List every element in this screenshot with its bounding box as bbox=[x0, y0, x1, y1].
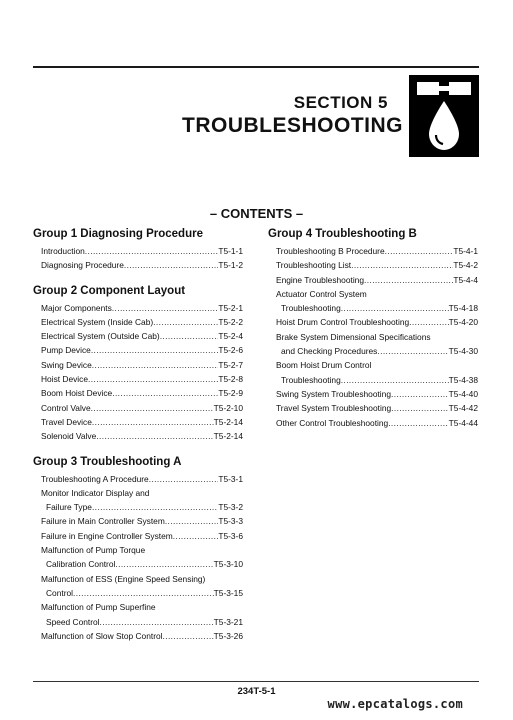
toc-entry-text: Malfunction of Slow Stop Control bbox=[41, 630, 163, 641]
toc-entry bbox=[33, 572, 243, 586]
toc-entry-text: Malfunction of Pump Superfine bbox=[41, 602, 156, 613]
contents-heading: – CONTENTS – bbox=[209, 206, 304, 221]
toc-entry-text: and Checking Procedures bbox=[281, 346, 378, 357]
toc-entry bbox=[268, 416, 478, 430]
group-title: Group 4 Troubleshooting B bbox=[268, 228, 417, 240]
toc-group bbox=[33, 456, 243, 644]
toc-entry-text: Hoist Drum Control Troubleshooting bbox=[276, 317, 410, 328]
toc-entry bbox=[268, 401, 478, 415]
toc-entry-text: Hoist Device bbox=[41, 374, 89, 385]
dot-leader bbox=[351, 258, 453, 272]
toc-entry-text: Malfunction of Pump Torque bbox=[41, 545, 146, 556]
toc-entry-text: Major Components bbox=[41, 302, 112, 313]
toc-entry bbox=[268, 358, 478, 372]
toc-group bbox=[33, 228, 243, 273]
dot-leader bbox=[73, 586, 214, 600]
dot-leader bbox=[341, 373, 449, 387]
dot-leader bbox=[92, 500, 218, 514]
dot-leader bbox=[91, 343, 219, 357]
toc-entry-page: T5-4-30 bbox=[448, 346, 478, 357]
toc-entry-page: T5-3-15 bbox=[213, 587, 243, 598]
toc-entry bbox=[33, 415, 243, 429]
toc-entry bbox=[33, 244, 243, 258]
toc-entry bbox=[33, 529, 243, 543]
toc-entry bbox=[33, 629, 243, 643]
toc-entry-text: Engine Troubleshooting bbox=[276, 274, 365, 285]
toc-entry-page: T5-2-9 bbox=[218, 388, 243, 399]
group-title: Group 1 Diagnosing Procedure bbox=[33, 228, 203, 240]
dot-leader bbox=[85, 244, 219, 258]
toc-entry-text: Troubleshooting B Procedure bbox=[276, 246, 385, 256]
dot-leader bbox=[165, 514, 219, 528]
toc-entry-page: T5-1-2 bbox=[218, 260, 243, 271]
toc-entry-page: T5-2-8 bbox=[218, 374, 243, 385]
toc-entry-text: Boom Hoist Device bbox=[41, 388, 113, 399]
toc-entry-page: T5-3-1 bbox=[218, 473, 243, 484]
toc-entry-page: T5-2-14 bbox=[213, 416, 243, 427]
dot-leader bbox=[88, 372, 218, 386]
dot-leader bbox=[91, 401, 214, 415]
toc-entry-page: T5-1-1 bbox=[218, 246, 243, 256]
toc-entry-page: T5-2-6 bbox=[218, 345, 243, 356]
dot-leader bbox=[96, 429, 213, 443]
dot-leader bbox=[391, 387, 449, 401]
page-number: 234T-5-1 bbox=[237, 686, 276, 697]
oil-drop-icon bbox=[409, 75, 479, 157]
toc-entry-page: T5-4-44 bbox=[448, 417, 478, 428]
toc-entry-text: Failure in Main Controller System bbox=[41, 516, 165, 527]
toc-entry-page: T5-4-4 bbox=[453, 274, 478, 285]
toc-entry bbox=[33, 543, 243, 557]
toc-entry bbox=[33, 258, 243, 272]
toc-entry bbox=[268, 315, 478, 329]
toc-entry bbox=[33, 315, 243, 329]
dot-leader bbox=[112, 386, 218, 400]
toc-entry-text: Solenoid Valve bbox=[41, 431, 97, 442]
dot-leader bbox=[115, 557, 213, 571]
toc-entry bbox=[268, 344, 478, 358]
toc-entry bbox=[33, 557, 243, 571]
dot-leader bbox=[92, 415, 214, 429]
toc-entry-text: Boom Hoist Drum Control bbox=[276, 360, 372, 371]
section-title: TROUBLESHOOTING bbox=[182, 114, 403, 137]
toc-entry-text: Swing Device bbox=[41, 359, 92, 370]
toc-entry-page: T5-3-6 bbox=[218, 530, 243, 541]
dot-leader bbox=[153, 315, 218, 329]
toc-entry-text: Travel Device bbox=[41, 416, 92, 427]
toc-entry bbox=[268, 373, 478, 387]
toc-entry-text: Troubleshooting A Procedure bbox=[41, 473, 149, 484]
toc-entry bbox=[33, 615, 243, 629]
toc-entry-page: T5-4-38 bbox=[448, 374, 478, 385]
toc-entry-page: T5-2-2 bbox=[218, 316, 243, 327]
toc-entry-text: Travel System Troubleshooting bbox=[276, 403, 392, 414]
toc-entry bbox=[33, 358, 243, 372]
dot-leader bbox=[377, 344, 448, 358]
dot-leader bbox=[124, 258, 218, 272]
toc-entry-page: T5-3-26 bbox=[213, 630, 243, 641]
toc-entry bbox=[33, 301, 243, 315]
toc-entry-text: Pump Device bbox=[41, 345, 91, 356]
dot-leader bbox=[149, 472, 219, 486]
dot-leader bbox=[92, 358, 219, 372]
toc-entry-text: Electrical System (Inside Cab) bbox=[41, 316, 154, 327]
toc-entry-text: Other Control Troubleshooting bbox=[276, 417, 389, 428]
toc-entry bbox=[33, 472, 243, 486]
toc-entry bbox=[33, 586, 243, 600]
toc-entry-text: Speed Control bbox=[46, 616, 100, 627]
dot-leader bbox=[391, 401, 449, 415]
toc-entry-text: Failure Type bbox=[46, 502, 92, 513]
toc-entry-text: Malfunction of ESS (Engine Speed Sensing) bbox=[41, 573, 206, 584]
toc-entry bbox=[33, 514, 243, 528]
toc-entry bbox=[33, 600, 243, 614]
toc-group bbox=[268, 228, 478, 430]
section-number: SECTION 5 bbox=[293, 93, 388, 112]
dot-leader bbox=[388, 416, 448, 430]
toc-right-column bbox=[268, 228, 478, 442]
toc-entry-text: Troubleshooting List bbox=[276, 260, 352, 271]
toc-entry-page: T5-4-42 bbox=[448, 403, 478, 414]
toc-entry-text: Electrical System (Outside Cab) bbox=[41, 331, 160, 342]
toc-entry bbox=[33, 372, 243, 386]
dot-leader bbox=[364, 273, 453, 287]
toc-entry bbox=[268, 273, 478, 287]
toc-entry-page: T5-3-2 bbox=[218, 502, 243, 513]
dot-leader bbox=[341, 301, 449, 315]
toc-left-column bbox=[33, 228, 243, 655]
toc-entry bbox=[268, 287, 478, 301]
toc-entry bbox=[268, 258, 478, 272]
toc-entry-page: T5-2-14 bbox=[213, 431, 243, 442]
toc-entry-page: T5-3-3 bbox=[218, 516, 243, 527]
dot-leader bbox=[173, 529, 219, 543]
toc-entry-text: Control bbox=[46, 587, 73, 598]
toc-entry bbox=[33, 486, 243, 500]
toc-entry-page: T5-4-2 bbox=[453, 260, 478, 271]
dot-leader bbox=[160, 329, 219, 343]
toc-entry-page: T5-3-10 bbox=[213, 559, 243, 570]
toc-entry-text: Failure in Engine Controller System bbox=[41, 530, 173, 541]
dot-leader bbox=[385, 244, 454, 258]
toc-entry bbox=[268, 330, 478, 344]
toc-entry-page: T5-4-1 bbox=[453, 246, 478, 256]
watermark: www.epcatalogs.com bbox=[327, 697, 463, 711]
group-title: Group 3 Troubleshooting A bbox=[33, 455, 182, 468]
toc-entry-text: Diagnosing Procedure bbox=[41, 260, 124, 271]
dot-leader bbox=[409, 315, 449, 329]
toc-entry-text: Introduction bbox=[41, 246, 85, 256]
toc-group bbox=[33, 285, 243, 444]
toc-entry bbox=[33, 343, 243, 357]
toc-entry-page: T5-3-21 bbox=[213, 616, 243, 627]
toc-entry-text: Troubleshooting bbox=[281, 303, 341, 314]
toc-entry-page: T5-4-40 bbox=[448, 388, 478, 399]
toc-entry bbox=[33, 500, 243, 514]
toc-entry-text: Actuator Control System bbox=[276, 288, 367, 299]
dot-leader bbox=[112, 301, 219, 315]
toc-entry-page: T5-2-10 bbox=[213, 402, 243, 413]
dot-leader bbox=[163, 629, 214, 643]
toc-entry-text: Troubleshooting bbox=[281, 374, 341, 385]
toc-entry bbox=[33, 386, 243, 400]
toc-entry bbox=[33, 429, 243, 443]
toc-entry-text: Brake System Dimensional Specifications bbox=[276, 331, 431, 342]
top-rule bbox=[33, 66, 479, 68]
toc-entry-page: T5-4-18 bbox=[448, 303, 478, 314]
toc-entry bbox=[33, 401, 243, 415]
toc-entry bbox=[33, 329, 243, 343]
toc-entry bbox=[268, 244, 478, 258]
toc-entry-text: Calibration Control bbox=[46, 559, 116, 570]
toc-entry bbox=[268, 301, 478, 315]
toc-entry bbox=[268, 387, 478, 401]
toc-entry-page: T5-2-1 bbox=[218, 302, 243, 313]
dot-leader bbox=[100, 615, 214, 629]
toc-entry-text: Control Valve bbox=[41, 402, 91, 413]
toc-entry-text: Monitor Indicator Display and bbox=[41, 487, 150, 498]
toc-entry-page: T5-4-20 bbox=[448, 317, 478, 328]
toc-entry-page: T5-2-4 bbox=[218, 331, 243, 342]
group-title: Group 2 Component Layout bbox=[33, 284, 186, 297]
toc-entry-text: Swing System Troubleshooting bbox=[276, 388, 391, 399]
toc-entry-page: T5-2-7 bbox=[218, 359, 243, 370]
bottom-rule bbox=[33, 681, 479, 682]
